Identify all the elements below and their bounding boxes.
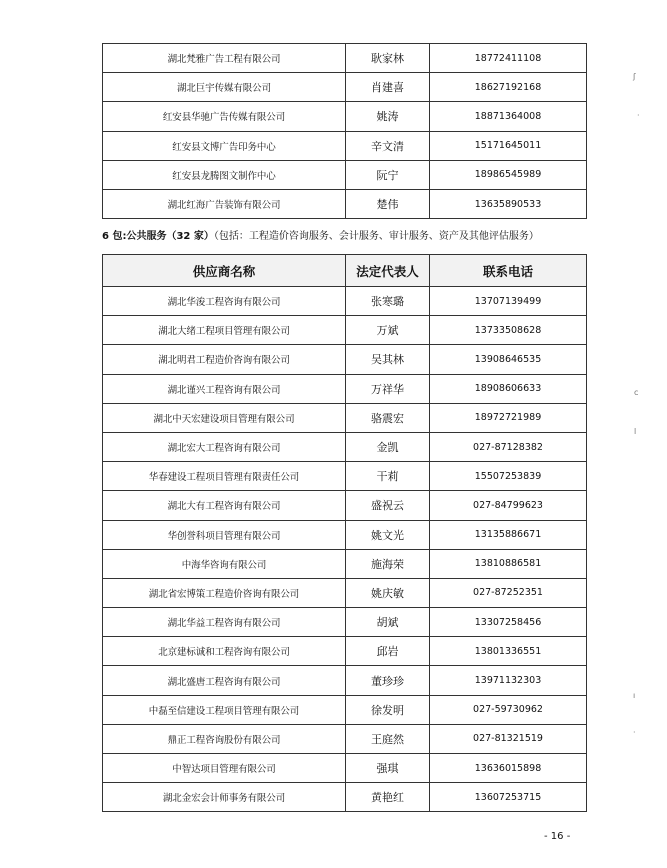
company-name: 中智达项目管理有限公司 [103,754,346,783]
company-name: 红安县龙腾图文制作中心 [103,160,346,189]
phone-number: 18627192168 [430,73,587,102]
company-name: 湖北华浚工程咨询有限公司 [103,287,346,316]
legal-representative: 万斌 [346,316,430,345]
company-name: 湖北盛唐工程咨询有限公司 [103,666,346,695]
company-name: 湖北中天宏建设项目管理有限公司 [103,403,346,432]
phone-number: 027-81321519 [430,724,587,753]
table-row [103,549,587,578]
scan-mark: · [637,111,640,120]
legal-representative: 姚涛 [346,102,430,131]
legal-representative: 强琪 [346,754,430,783]
supplier-table-continued [102,43,587,219]
section-heading [102,227,539,242]
header-phone: 联系电话 [430,255,587,287]
legal-representative: 干莉 [346,462,430,491]
scan-mark: c [634,388,639,397]
page-number: - 16 - [544,831,571,842]
header-company: 供应商名称 [103,255,346,287]
table-row [103,432,587,461]
legal-representative: 阮宁 [346,160,430,189]
legal-representative: 楚伟 [346,189,430,218]
scan-mark: l [634,427,637,436]
table-row [103,491,587,520]
table-row [103,131,587,160]
company-name: 湖北宏大工程咨询有限公司 [103,432,346,461]
company-name: 北京建标诚和工程咨询有限公司 [103,637,346,666]
company-name: 华创誉科项目管理有限公司 [103,520,346,549]
header-rep: 法定代表人 [346,255,430,287]
company-name: 湖北谨兴工程咨询有限公司 [103,374,346,403]
table-row [103,287,587,316]
phone-number: 18772411108 [430,44,587,73]
phone-number: 13801336551 [430,637,587,666]
table-row [103,189,587,218]
legal-representative: 胡斌 [346,608,430,637]
table-row [103,754,587,783]
phone-number: 15171645011 [430,131,587,160]
table-row [103,724,587,753]
legal-representative: 金凯 [346,432,430,461]
phone-number: 18908606633 [430,374,587,403]
table-row [103,403,587,432]
legal-representative: 张寒璐 [346,287,430,316]
scan-mark: · [633,728,636,737]
table-header-row [103,255,587,287]
table-row [103,462,587,491]
company-name: 红安县文博广告印务中心 [103,131,346,160]
company-name: 鼎正工程咨询股份有限公司 [103,724,346,753]
table-row [103,374,587,403]
phone-number: 15507253839 [430,462,587,491]
table-row [103,73,587,102]
company-name: 湖北红海广告装饰有限公司 [103,189,346,218]
phone-number: 13635890533 [430,189,587,218]
legal-representative: 吴其林 [346,345,430,374]
legal-representative: 姚庆敏 [346,578,430,607]
phone-number: 027-87128382 [430,432,587,461]
phone-number: 18986545989 [430,160,587,189]
table-row [103,637,587,666]
table-row [103,783,587,812]
table-row [103,102,587,131]
table-row [103,316,587,345]
legal-representative: 辛文清 [346,131,430,160]
legal-representative: 王庭然 [346,724,430,753]
phone-number: 18972721989 [430,403,587,432]
phone-number: 13810886581 [430,549,587,578]
phone-number: 13908646535 [430,345,587,374]
company-name: 湖北梵雅广告工程有限公司 [103,44,346,73]
phone-number: 027-84799623 [430,491,587,520]
phone-number: 18871364008 [430,102,587,131]
company-name: 湖北华益工程咨询有限公司 [103,608,346,637]
legal-representative: 万祥华 [346,374,430,403]
phone-number: 13307258456 [430,608,587,637]
table-row [103,578,587,607]
table-row [103,520,587,549]
company-name: 华春建设工程项目管理有限责任公司 [103,462,346,491]
table-row [103,666,587,695]
company-name: 湖北大绪工程项目管理有限公司 [103,316,346,345]
legal-representative: 邱岩 [346,637,430,666]
phone-number: 13636015898 [430,754,587,783]
legal-representative: 盛祝云 [346,491,430,520]
phone-number: 13733508628 [430,316,587,345]
supplier-table-public-services [102,254,587,812]
company-name: 湖北省宏博策工程造价咨询有限公司 [103,578,346,607]
legal-representative: 肖建喜 [346,73,430,102]
phone-number: 027-59730962 [430,695,587,724]
legal-representative: 施海荣 [346,549,430,578]
company-name: 中海华咨询有限公司 [103,549,346,578]
legal-representative: 姚文光 [346,520,430,549]
section-title: 6 包:公共服务（32 家） [102,231,214,242]
section-note: （包括：工程造价咨询服务、会计服务、审计服务、资产及其他评估服务） [213,231,539,242]
table-row [103,44,587,73]
company-name: 湖北大有工程咨询有限公司 [103,491,346,520]
company-name: 中磊至信建设工程项目管理有限公司 [103,695,346,724]
phone-number: 13135886671 [430,520,587,549]
table-row [103,695,587,724]
scan-mark: ı [633,691,636,700]
table-row [103,608,587,637]
phone-number: 13707139499 [430,287,587,316]
company-name: 红安县华驰广告传媒有限公司 [103,102,346,131]
legal-representative: 骆震宏 [346,403,430,432]
legal-representative: 徐发明 [346,695,430,724]
legal-representative: 黄艳红 [346,783,430,812]
company-name: 湖北金宏会计师事务有限公司 [103,783,346,812]
table-row [103,345,587,374]
legal-representative: 董珍珍 [346,666,430,695]
phone-number: 027-87252351 [430,578,587,607]
scan-mark: ʃ [633,72,636,81]
legal-representative: 耿家林 [346,44,430,73]
company-name: 湖北明君工程造价咨询有限公司 [103,345,346,374]
phone-number: 13971132303 [430,666,587,695]
company-name: 湖北巨宇传媒有限公司 [103,73,346,102]
table-row [103,160,587,189]
phone-number: 13607253715 [430,783,587,812]
